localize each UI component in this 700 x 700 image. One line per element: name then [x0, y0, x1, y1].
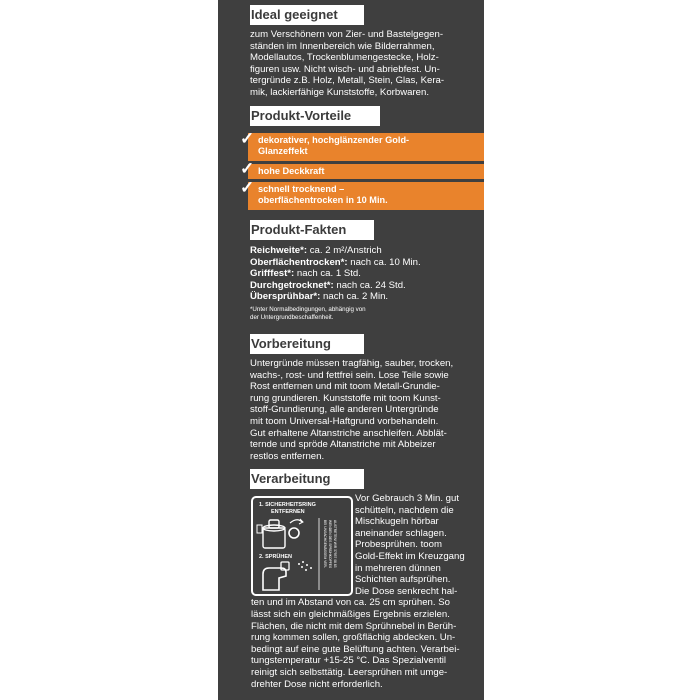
text-line: wachs-, rost- und fettfrei sein. Lose Teile sowie [250, 369, 449, 381]
fact-value: nach ca. 24 Std. [333, 279, 406, 291]
application-text [251, 493, 479, 690]
text-line: Die Dose senkrecht hal- [355, 585, 458, 597]
text-line: ständen im Innenbereich wie Bilderrahmen, [250, 40, 435, 52]
fact-row [250, 245, 478, 257]
text-line: Gold-Effekt im Kreuzgang [355, 550, 465, 562]
fact-label: Durchgetrocknet*: [250, 279, 334, 291]
text-line: stoff-Grundierung, alle anderen Untergründe [250, 404, 439, 416]
step1-label: 1. SICHERHEITSRING [259, 502, 316, 508]
text-line: Probesprühen. toom [355, 539, 442, 551]
fact-label: Reichweite*: [250, 245, 308, 256]
text-line: ternde und spröde Altanstriche mit Abbeizer [250, 439, 436, 451]
fact-row [250, 257, 478, 269]
section-heading-facts [250, 220, 374, 240]
section-heading-ideal [250, 5, 364, 25]
checkmark-icon: ✓ [240, 178, 255, 197]
text-line: mik, lackierfähige Kunststoffe, Korbwaren. [250, 86, 429, 98]
section-heading-application [250, 469, 364, 489]
text-line: Untergründe müssen tragfähig, sauber, trocken, [250, 358, 454, 369]
fact-label: Übersprühbar*: [250, 291, 321, 303]
text-line: Rost entfernen und mit toom Metall-Grundie- [250, 381, 440, 393]
checkmark-icon: ✓ [240, 129, 255, 148]
text-line: reinigt sich selbsttätig. Leersprühen mit umge- [251, 666, 448, 678]
facts-footnote [250, 306, 460, 322]
text-line: ten und im Abstand von ca. 25 cm sprühen. So [251, 597, 450, 609]
fact-value: nach ca. 2 Min. [320, 291, 389, 303]
heading-text: Ideal geeignet [251, 7, 338, 22]
heading-text: Produkt-Vorteile [251, 108, 352, 123]
warning-text-line: WENDEN DES SPRÜHKOPFES [328, 520, 332, 569]
footnote-line: *Unter Normalbedingungen, abhängig von [250, 306, 366, 313]
text-line: figuren usw. Nicht wisch- und abriebfest. Un- [250, 63, 440, 75]
benefit-line: hohe Deckkraft [258, 166, 325, 176]
product-info-panel [218, 0, 484, 700]
fact-label: Oberflächentrocken*: [250, 256, 348, 268]
benefit-line: dekorativer, hochglänzender Gold- [258, 135, 410, 145]
text-line: lässt sich ein gleichmäßiges Ergebnis erzielen. [251, 608, 450, 620]
section-heading-preparation [250, 334, 364, 354]
benefit-line: oberflächentrocken in 10 Min. [258, 195, 388, 206]
fact-value: nach ca. 1 Std. [294, 268, 361, 280]
step2-label: 2. SPRÜHEN [259, 554, 293, 560]
text-line: Flächen, die nicht mit dem Sprühnebel in Berüh- [251, 620, 457, 632]
benefit-item [248, 164, 484, 179]
text-line: tungstemperatur +15-25 °C. Das Spezialventil [251, 655, 447, 667]
heading-text: Produkt-Fakten [251, 222, 347, 237]
fact-row [250, 291, 478, 303]
fact-label: Grifffest*: [250, 268, 295, 280]
benefit-item [248, 182, 484, 210]
step1-label-line2: ENTFERNEN [271, 509, 305, 515]
text-line: tergründe z.B. Holz, Metall, Stein, Glas, Kera- [250, 75, 445, 87]
benefit-item [248, 133, 484, 161]
text-line: Vor Gebrauch 3 Min. gut [355, 493, 459, 504]
text-line: aneinander schlagen. [355, 527, 447, 539]
text-line: Mischkugeln hörbar [355, 516, 439, 528]
facts-list [250, 245, 478, 303]
heading-text: Verarbeitung [251, 471, 331, 486]
text-line: mit toom Universal-Haftgrund vorbehandeln. [250, 415, 439, 427]
checkmark-icon: ✓ [240, 159, 255, 178]
fact-row [250, 280, 478, 292]
text-line: zum Verschönern von Zier- und Bastelgegen- [250, 29, 444, 40]
text-line: drehter Dose nicht erforderlich. [251, 678, 383, 690]
warning-text-line: AUSTRETEN! WIR 37957 08 83 [333, 520, 337, 568]
section-heading-benefits [250, 106, 380, 126]
benefit-line: schnell trocknend – [258, 184, 345, 194]
text-line: Schichten aufsprühen. [355, 574, 451, 586]
fact-value: ca. 2 m²/Anstrich [307, 245, 382, 256]
warning-text-line: BEI UNSACHGEMÄSSEM VER- [323, 520, 327, 568]
text-line: rung kommen sollen, großflächig abdecken. Un- [251, 632, 456, 644]
fact-value: nach ca. 10 Min. [347, 256, 421, 268]
preparation-text [250, 358, 478, 462]
fact-row [250, 268, 478, 280]
footnote-line: der Untergrundbeschaffenheit. [250, 314, 334, 321]
ideal-text [250, 29, 478, 99]
heading-text: Vorbereitung [251, 336, 331, 351]
text-line: schütteln, nachdem die [355, 504, 454, 516]
text-line: bedingt auf eine gute Belüftung achten. Verarbei- [251, 643, 460, 655]
text-line: restlos entfernen. [250, 450, 325, 462]
text-line: in mehreren dünnen [355, 562, 441, 574]
text-line: rung grundieren. Kunststoffe mit toom Kunst- [250, 392, 441, 404]
text-line: Modellautos, Trockenblumengestecke, Holz- [250, 52, 439, 64]
benefit-line: Glanzeffekt [258, 146, 308, 157]
text-line: Gut erhaltene Altanstriche anschleifen. Abblät- [250, 427, 447, 439]
